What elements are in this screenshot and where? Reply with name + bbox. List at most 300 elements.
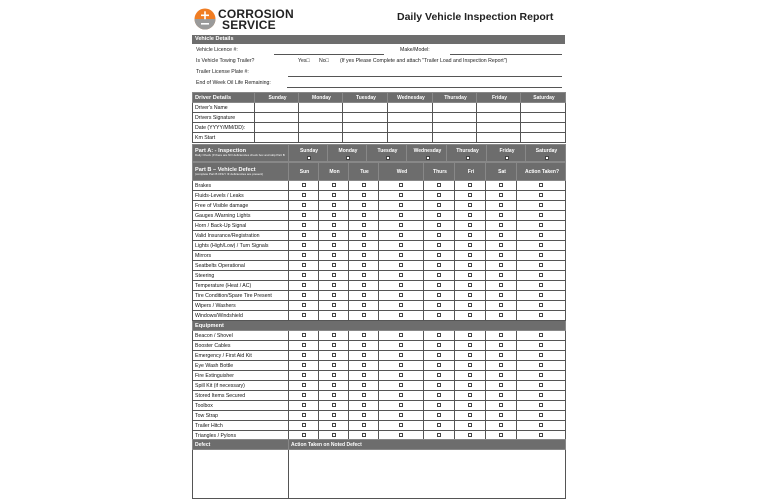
day-checkbox[interactable] (332, 193, 336, 197)
action-taken-checkbox[interactable] (539, 363, 543, 367)
day-checkbox[interactable] (437, 223, 441, 227)
make-model-field[interactable] (450, 54, 562, 55)
day-checkbox[interactable] (332, 223, 336, 227)
day-checkbox[interactable] (499, 273, 503, 277)
day-checkbox[interactable] (437, 263, 441, 267)
checklist-item-label: Booster Cables (193, 341, 289, 351)
day-checkbox[interactable] (437, 253, 441, 257)
action-taken-checkbox[interactable] (539, 193, 543, 197)
day-checkbox[interactable] (437, 243, 441, 247)
day-checkbox[interactable] (362, 423, 366, 427)
driver-cell[interactable] (433, 133, 477, 143)
action-taken-checkbox[interactable] (539, 183, 543, 187)
day-checkbox[interactable] (332, 343, 336, 347)
day-checkbox[interactable] (499, 313, 503, 317)
day-checkbox[interactable] (399, 183, 403, 187)
day-checkbox[interactable] (399, 283, 403, 287)
driver-cell[interactable] (299, 133, 343, 143)
day-checkbox[interactable] (399, 253, 403, 257)
day-checkbox[interactable] (362, 213, 366, 217)
day-checkbox[interactable] (362, 183, 366, 187)
driver-details-header: Driver Details (193, 93, 255, 103)
day-checkbox[interactable] (468, 403, 472, 407)
day-check-cell (379, 241, 424, 251)
day-checkbox[interactable] (332, 363, 336, 367)
action-taken-checkbox[interactable] (539, 393, 543, 397)
action-taken-checkbox[interactable] (539, 403, 543, 407)
checklist-row (193, 261, 566, 271)
day-checkbox[interactable] (499, 223, 503, 227)
driver-cell[interactable] (255, 113, 299, 123)
equipment-items (193, 331, 566, 441)
towing-note: (If yes Please Complete and attach "Trailer Load and Inspection Report") (340, 58, 508, 64)
part-a-checkbox[interactable] (307, 156, 311, 160)
action-taken-checkbox[interactable] (539, 263, 543, 267)
day-checkbox[interactable] (399, 243, 403, 247)
day-checkbox[interactable] (437, 273, 441, 277)
driver-cell[interactable] (477, 123, 521, 133)
driver-cell[interactable] (343, 133, 388, 143)
day-checkbox[interactable] (332, 303, 336, 307)
day-checkbox[interactable] (362, 413, 366, 417)
day-checkbox[interactable] (468, 283, 472, 287)
day-checkbox[interactable] (332, 393, 336, 397)
day-check-cell (379, 261, 424, 271)
day-checkbox[interactable] (437, 383, 441, 387)
day-checkbox[interactable] (302, 333, 306, 337)
day-check-cell (379, 421, 424, 431)
day-checkbox[interactable] (302, 313, 306, 317)
day-checkbox[interactable] (362, 343, 366, 347)
day-check-cell (424, 271, 455, 281)
day-checkbox[interactable] (468, 183, 472, 187)
day-checkbox[interactable] (362, 263, 366, 267)
day-checkbox[interactable] (362, 223, 366, 227)
day-checkbox[interactable] (399, 403, 403, 407)
day-checkbox[interactable] (399, 343, 403, 347)
day-check-cell (455, 201, 486, 211)
day-check-cell (379, 331, 424, 341)
day-checkbox[interactable] (468, 233, 472, 237)
driver-cell[interactable] (343, 103, 388, 113)
part-a-checkbox[interactable] (545, 156, 549, 160)
day-checkbox[interactable] (332, 213, 336, 217)
day-checkbox[interactable] (399, 393, 403, 397)
action-taken-cell (517, 231, 566, 241)
day-checkbox[interactable] (332, 413, 336, 417)
day-check-cell (379, 301, 424, 311)
day-checkbox[interactable] (499, 333, 503, 337)
day-checkbox[interactable] (302, 263, 306, 267)
day-checkbox[interactable] (399, 213, 403, 217)
day-check-cell (486, 311, 517, 321)
day-check-cell (486, 401, 517, 411)
day-checkbox[interactable] (437, 313, 441, 317)
driver-cell[interactable] (388, 103, 433, 113)
day-checkbox[interactable] (362, 303, 366, 307)
day-checkbox[interactable] (302, 293, 306, 297)
checklist-item-label: Gauges /Warning Lights (193, 211, 289, 221)
day-checkbox[interactable] (499, 373, 503, 377)
day-checkbox[interactable] (362, 273, 366, 277)
action-taken-checkbox[interactable] (539, 303, 543, 307)
day-checkbox[interactable] (437, 333, 441, 337)
action-taken-checkbox[interactable] (539, 223, 543, 227)
day-checkbox[interactable] (332, 423, 336, 427)
action-taken-checkbox[interactable] (539, 413, 543, 417)
day-checkbox[interactable] (362, 313, 366, 317)
day-checkbox[interactable] (499, 403, 503, 407)
day-checkbox[interactable] (468, 363, 472, 367)
day-checkbox[interactable] (399, 273, 403, 277)
driver-cell[interactable] (255, 103, 299, 113)
day-checkbox[interactable] (302, 273, 306, 277)
day-checkbox[interactable] (302, 343, 306, 347)
day-checkbox[interactable] (302, 433, 306, 437)
day-checkbox[interactable] (499, 263, 503, 267)
day-checkbox[interactable] (437, 423, 441, 427)
day-check-cell (319, 381, 349, 391)
day-checkbox[interactable] (302, 373, 306, 377)
day-checkbox[interactable] (499, 353, 503, 357)
day-checkbox[interactable] (437, 203, 441, 207)
day-checkbox[interactable] (399, 293, 403, 297)
day-checkbox[interactable] (499, 243, 503, 247)
day-check-cell (486, 181, 517, 191)
day-checkbox[interactable] (499, 193, 503, 197)
day-checkbox[interactable] (437, 403, 441, 407)
day-checkbox[interactable] (468, 253, 472, 257)
action-taken-cell (517, 421, 566, 431)
day-checkbox[interactable] (399, 373, 403, 377)
day-checkbox[interactable] (437, 393, 441, 397)
day-checkbox[interactable] (468, 313, 472, 317)
day-checkbox[interactable] (437, 363, 441, 367)
day-checkbox[interactable] (437, 193, 441, 197)
driver-cell[interactable] (433, 103, 477, 113)
day-checkbox[interactable] (468, 343, 472, 347)
day-check-cell (424, 281, 455, 291)
day-checkbox[interactable] (362, 353, 366, 357)
day-checkbox[interactable] (468, 333, 472, 337)
part-a-day (328, 145, 367, 162)
day-checkbox[interactable] (399, 423, 403, 427)
part-b-table (192, 162, 566, 441)
day-checkbox[interactable] (499, 283, 503, 287)
day-check-cell (349, 221, 379, 231)
day-checkbox[interactable] (437, 293, 441, 297)
action-taken-checkbox[interactable] (539, 293, 543, 297)
day-checkbox[interactable] (302, 353, 306, 357)
driver-cell[interactable] (477, 103, 521, 113)
driver-cell[interactable] (521, 113, 566, 123)
checklist-item-label: Windows/Windshield (193, 311, 289, 321)
day-checkbox[interactable] (332, 313, 336, 317)
day-check-cell (319, 231, 349, 241)
inspection-form (192, 0, 565, 500)
day-check-cell (289, 331, 319, 341)
day-check-cell (349, 361, 379, 371)
day-check-cell (486, 241, 517, 251)
day-checkbox[interactable] (332, 373, 336, 377)
day-checkbox[interactable] (362, 283, 366, 287)
action-taken-checkbox[interactable] (539, 353, 543, 357)
day-check-cell (424, 411, 455, 421)
day-checkbox[interactable] (332, 283, 336, 287)
day-checkbox[interactable] (437, 283, 441, 287)
day-checkbox[interactable] (468, 423, 472, 427)
day-check-cell (486, 291, 517, 301)
checklist-item-label: Triangles / Pylons (193, 431, 289, 441)
day-checkbox[interactable] (362, 383, 366, 387)
day-checkbox[interactable] (499, 303, 503, 307)
towing-no-checkbox[interactable]: No□ (319, 58, 329, 64)
driver-cell[interactable] (299, 123, 343, 133)
part-a-day (487, 145, 526, 162)
day-checkbox[interactable] (437, 373, 441, 377)
day-checkbox[interactable] (302, 213, 306, 217)
day-checkbox[interactable] (362, 333, 366, 337)
day-checkbox[interactable] (468, 373, 472, 377)
day-checkbox[interactable] (302, 423, 306, 427)
day-checkbox[interactable] (437, 303, 441, 307)
day-checkbox[interactable] (332, 253, 336, 257)
day-check-cell (319, 221, 349, 231)
day-checkbox[interactable] (399, 223, 403, 227)
towing-yes-checkbox[interactable]: Yes□ (298, 58, 310, 64)
driver-cell[interactable] (388, 123, 433, 133)
day-checkbox[interactable] (399, 233, 403, 237)
day-checkbox[interactable] (362, 403, 366, 407)
logo-line-1: CORROSION (218, 7, 294, 21)
action-taken-checkbox[interactable] (539, 283, 543, 287)
day-checkbox[interactable] (332, 203, 336, 207)
action-taken-checkbox[interactable] (539, 343, 543, 347)
day-checkbox[interactable] (302, 403, 306, 407)
day-checkbox[interactable] (332, 243, 336, 247)
driver-cell[interactable] (521, 123, 566, 133)
day-checkbox[interactable] (302, 233, 306, 237)
day-check-cell (319, 271, 349, 281)
day-checkbox[interactable] (437, 413, 441, 417)
action-taken-checkbox[interactable] (539, 433, 543, 437)
trailer-plate-field[interactable] (288, 76, 562, 77)
driver-cell[interactable] (521, 103, 566, 113)
action-taken-checkbox[interactable] (539, 253, 543, 257)
day-checkbox[interactable] (468, 393, 472, 397)
day-checkbox[interactable] (437, 433, 441, 437)
day-checkbox[interactable] (302, 183, 306, 187)
action-taken-checkbox[interactable] (539, 203, 543, 207)
day-checkbox[interactable] (332, 263, 336, 267)
day-check-cell (486, 281, 517, 291)
part-a-row (193, 145, 566, 162)
day-checkbox[interactable] (468, 193, 472, 197)
day-check-cell (424, 351, 455, 361)
vehicle-licence-field[interactable] (274, 54, 384, 55)
day-checkbox[interactable] (499, 393, 503, 397)
day-check-cell (289, 291, 319, 301)
day-checkbox[interactable] (302, 303, 306, 307)
day-checkbox[interactable] (399, 383, 403, 387)
day-checkbox[interactable] (302, 193, 306, 197)
day-checkbox[interactable] (302, 253, 306, 257)
day-checkbox[interactable] (302, 363, 306, 367)
day-checkbox[interactable] (468, 353, 472, 357)
day-checkbox[interactable] (468, 383, 472, 387)
action-taken-checkbox[interactable] (539, 273, 543, 277)
day-checkbox[interactable] (499, 413, 503, 417)
day-checkbox[interactable] (302, 283, 306, 287)
day-check-cell (486, 371, 517, 381)
day-checkbox[interactable] (399, 353, 403, 357)
part-a-checkbox[interactable] (505, 156, 509, 160)
day-checkbox[interactable] (399, 203, 403, 207)
part-a-checkbox[interactable] (346, 156, 350, 160)
day-checkbox[interactable] (468, 263, 472, 267)
day-checkbox[interactable] (362, 203, 366, 207)
defect-entry-field[interactable] (193, 450, 289, 499)
day-checkbox[interactable] (399, 303, 403, 307)
day-checkbox[interactable] (499, 233, 503, 237)
day-checkbox[interactable] (362, 293, 366, 297)
part-b-day-header: Sun (289, 163, 319, 181)
action-taken-checkbox[interactable] (539, 213, 543, 217)
day-checkbox[interactable] (332, 333, 336, 337)
day-checkbox[interactable] (362, 433, 366, 437)
action-taken-checkbox[interactable] (539, 313, 543, 317)
day-checkbox[interactable] (437, 343, 441, 347)
day-checkbox[interactable] (302, 383, 306, 387)
day-checkbox[interactable] (332, 433, 336, 437)
day-checkbox[interactable] (362, 253, 366, 257)
checklist-row (193, 351, 566, 361)
day-check-cell (379, 181, 424, 191)
day-checkbox[interactable] (362, 233, 366, 237)
day-checkbox[interactable] (468, 243, 472, 247)
day-checkbox[interactable] (332, 233, 336, 237)
action-taken-checkbox[interactable] (539, 383, 543, 387)
day-checkbox[interactable] (362, 393, 366, 397)
day-checkbox[interactable] (399, 193, 403, 197)
part-a-checkbox[interactable] (386, 156, 390, 160)
part-b-day-header: Sat (486, 163, 517, 181)
day-checkbox[interactable] (437, 213, 441, 217)
part-b-subtitle: (complete Part B ONLY IF deficiencies are present) (195, 171, 264, 176)
day-checkbox[interactable] (332, 293, 336, 297)
day-checkbox[interactable] (302, 243, 306, 247)
day-checkbox[interactable] (468, 213, 472, 217)
driver-cell[interactable] (255, 123, 299, 133)
day-check-cell (349, 351, 379, 361)
day-checkbox[interactable] (302, 413, 306, 417)
driver-cell[interactable] (477, 133, 521, 143)
day-checkbox[interactable] (437, 353, 441, 357)
action-taken-checkbox[interactable] (539, 243, 543, 247)
day-check-cell (424, 371, 455, 381)
day-checkbox[interactable] (468, 223, 472, 227)
day-checkbox[interactable] (362, 363, 366, 367)
action-taken-entry-field[interactable] (289, 450, 566, 499)
day-checkbox[interactable] (468, 413, 472, 417)
day-checkbox[interactable] (362, 373, 366, 377)
day-checkbox[interactable] (399, 263, 403, 267)
day-checkbox[interactable] (437, 233, 441, 237)
day-checkbox[interactable] (399, 313, 403, 317)
driver-cell[interactable] (433, 113, 477, 123)
day-checkbox[interactable] (362, 193, 366, 197)
checklist-item-label: Lights (High/Low) / Turn Signals (193, 241, 289, 251)
day-check-cell (424, 221, 455, 231)
part-a-checkbox[interactable] (466, 156, 470, 160)
day-checkbox[interactable] (332, 403, 336, 407)
day-checkbox[interactable] (499, 183, 503, 187)
driver-cell[interactable] (477, 113, 521, 123)
day-checkbox[interactable] (399, 433, 403, 437)
day-checkbox[interactable] (468, 273, 472, 277)
day-checkbox[interactable] (499, 253, 503, 257)
day-check-cell (455, 281, 486, 291)
driver-cell[interactable] (343, 123, 388, 133)
driver-cell[interactable] (433, 123, 477, 133)
day-checkbox[interactable] (468, 203, 472, 207)
day-checkbox[interactable] (332, 353, 336, 357)
day-checkbox[interactable] (302, 393, 306, 397)
day-checkbox[interactable] (302, 223, 306, 227)
day-checkbox[interactable] (332, 183, 336, 187)
day-checkbox[interactable] (399, 413, 403, 417)
driver-cell[interactable] (521, 133, 566, 143)
action-taken-cell (517, 351, 566, 361)
driver-cell[interactable] (388, 113, 433, 123)
day-checkbox[interactable] (362, 243, 366, 247)
day-checkbox[interactable] (468, 433, 472, 437)
checklist-item-label: Steering (193, 271, 289, 281)
driver-cell[interactable] (343, 113, 388, 123)
day-checkbox[interactable] (499, 343, 503, 347)
plus-minus-logo-icon (194, 8, 216, 30)
driver-cell[interactable] (255, 133, 299, 143)
day-checkbox[interactable] (468, 293, 472, 297)
day-check-cell (289, 271, 319, 281)
action-taken-checkbox[interactable] (539, 373, 543, 377)
day-check-cell (424, 241, 455, 251)
action-taken-checkbox[interactable] (539, 233, 543, 237)
day-checkbox[interactable] (499, 203, 503, 207)
day-checkbox[interactable] (302, 203, 306, 207)
day-checkbox[interactable] (399, 363, 403, 367)
day-checkbox[interactable] (468, 303, 472, 307)
day-checkbox[interactable] (499, 423, 503, 427)
day-checkbox[interactable] (499, 213, 503, 217)
driver-cell[interactable] (388, 133, 433, 143)
action-taken-checkbox[interactable] (539, 333, 543, 337)
driver-cell[interactable] (299, 103, 343, 113)
day-checkbox[interactable] (499, 293, 503, 297)
day-check-cell (289, 381, 319, 391)
day-checkbox[interactable] (499, 433, 503, 437)
action-taken-checkbox[interactable] (539, 423, 543, 427)
day-checkbox[interactable] (332, 383, 336, 387)
driver-cell[interactable] (299, 113, 343, 123)
day-checkbox[interactable] (499, 363, 503, 367)
day-checkbox[interactable] (332, 273, 336, 277)
day-checkbox[interactable] (399, 333, 403, 337)
oil-life-field[interactable] (287, 87, 562, 88)
day-checkbox[interactable] (499, 383, 503, 387)
day-checkbox[interactable] (437, 183, 441, 187)
part-a-checkbox[interactable] (426, 156, 430, 160)
